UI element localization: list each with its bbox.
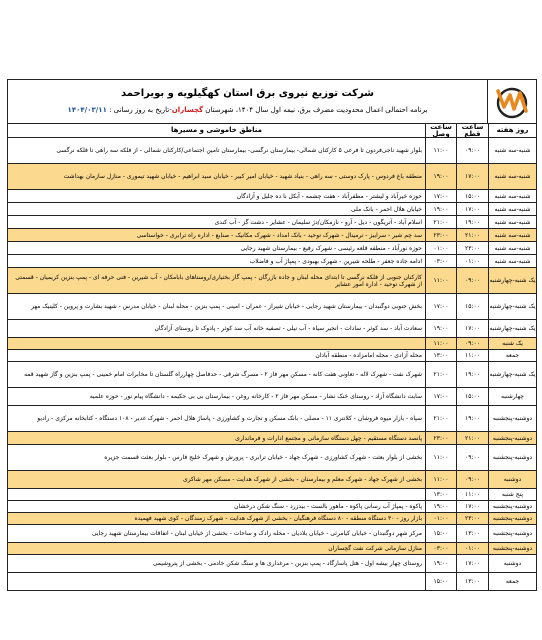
- row-end-time: ۲۳:۰۰: [426, 229, 457, 241]
- table-row: [8, 489, 536, 501]
- row-area: محله آزادی - محله امامزاده - منطقه آبادان: [8, 350, 426, 361]
- row-area: خیابان هلال احمر - بانک ملی: [8, 203, 426, 215]
- row-area: منطقه باغ فردوس - پارک دوستی - سه راهی - بنیاد شهید - خیابان امیر کبیر - خیابان سید ابراهیم - خیابان شهید تیموری - منازل سازمان بهداشت: [8, 164, 426, 189]
- row-area: مرکز شهر دوگنبدان - خیابان کیامرثی - خیابان بلادیان - محله رادک و ساحات - بخشی از خیابان لبنان - اتفاقات بیمارستان شهید رجایی: [8, 525, 426, 542]
- row-day: شنبه-سه شنبه: [488, 203, 536, 215]
- row-start-time: ۰۹:۰۰: [465, 454, 480, 461]
- row-start-time: ۲۳:۰۰: [465, 515, 480, 522]
- row-end-time: ۱۹:۰۰: [426, 555, 457, 572]
- row-area: اسلام آباد - آتریگون - دیل - آرو - نازمکان/دژ سلیمان - عشایر - دشت گز - آب کندی: [8, 216, 426, 228]
- column-header-row: [8, 124, 536, 138]
- row-start-time: ۱۷:۰۰: [465, 325, 480, 332]
- row-area: سایت دانشگاه آزاد - روستای خنک نشار - مسکن مهر فاز ۲ - کارخانه روغن - بیمارستان بی بی حکیمه - دانشگاه پیام نور - حوزه علمیه: [8, 388, 426, 405]
- row-end-time: ۱۹:۰۰: [426, 203, 457, 215]
- row-start-time: ۱۷:۰۰: [465, 503, 480, 510]
- row-area: بلوار شهید ناجی‌فردون تا فرعی ۵ کارکنان شمالی- بیمارستان نرگسی- بیمارستان تامین اجتماعی/کارکنان شمالی - از فلکه سه راهی تا فلکه نرگسی: [8, 138, 426, 163]
- row-day: دوشنبه-پنجشنبه: [488, 525, 536, 542]
- row-area: حوزه خیرآباد و لیشتر - مظفرآباد - هفت چشمه - آبکل نا ده جلیل و آزادگان: [8, 190, 426, 202]
- table-row: [8, 320, 536, 338]
- row-area: بخشی از بلوار بعثت - شهرک کشاورزی - شهرک جهاد - خیابان ترابری - پرورش و شهرک خلیج فارس - بلوار بعثت قسمت جزیره: [8, 445, 426, 470]
- table-row: [8, 362, 536, 388]
- subtitle-mid: -تاریخ به روز رسانی :: [106, 106, 172, 114]
- row-end-time: ۰۱:۰۰: [426, 513, 457, 524]
- row-day: یک شنبه: [488, 338, 536, 349]
- row-end-time: ۱۳:۰۰: [426, 489, 457, 500]
- row-start-time: ۰۹:۰۰: [465, 277, 480, 284]
- table-row: [8, 294, 536, 320]
- update-date: ۱۴۰۴/۰۳/۱۱: [67, 106, 107, 114]
- table-header: [8, 80, 536, 124]
- company-logo: [487, 80, 536, 123]
- row-start-time: ۱۷:۰۰: [465, 173, 480, 180]
- table-row: [8, 138, 536, 164]
- table-row: [8, 190, 536, 203]
- row-day: شنبه-سه شنبه: [488, 216, 536, 228]
- table-row: [8, 471, 536, 489]
- table-row: [8, 203, 536, 216]
- document-subtitle: [68, 105, 428, 116]
- row-day: دوشنبه-پنجشنبه: [488, 501, 536, 512]
- row-day: دوشنبه-پنجشنبه: [488, 432, 536, 444]
- row-start-time: ۱۹:۰۰: [465, 371, 480, 378]
- document-title: شرکت توزیع نیروی برق استان کهگیلویه و بویراحمد: [121, 88, 374, 99]
- row-day: پنج شنبه: [488, 489, 536, 500]
- row-area: سد چم شیر - سرابیز - ترمینال - شهرک توحید - بانک امداد - شهرک مکانیک - صنایع - اداره راه ترابری - خواستاسی: [8, 229, 426, 241]
- row-end-time: ۲۳:۰۰: [426, 432, 457, 444]
- row-end-time: ۱۱:۰۰: [426, 138, 457, 163]
- row-area: حوزه نورآباد - منطقه قلعه رئیسی - شهرک رفیع - بیمارستان شهید رجایی: [8, 242, 426, 254]
- row-area: سپاه - بازار میوه فروشان - کلانتری ۱۱ - مصلی - بانک مسکن و تجارت و کشاورزی - پاساژ هلال احمر - شهرک غدیر - ۱۰۸ دستگاه - کتابخانه مرکزی - رادیو: [8, 406, 426, 431]
- row-end-time: ۰۱:۰۰: [426, 242, 457, 254]
- column-header-end: ساعت وصل: [426, 124, 457, 137]
- header-titles: [8, 80, 487, 123]
- row-end-time: ۱۷:۰۰: [426, 294, 457, 319]
- row-day: شنبه-سه شنبه: [488, 190, 536, 202]
- row-area: روستای چهار بیشه اول - هتل پاسارگاد - پمپ بنزین - مرغداری ها و سنگ شکن خادمی - بخشی از پتروشیمی: [8, 555, 426, 572]
- row-end-time: ۱۷:۰۰: [426, 190, 457, 202]
- row-day: شنبه-سه شنبه: [488, 242, 536, 254]
- row-end-time: ۱۳:۰۰: [426, 350, 457, 361]
- row-start-time: ۲۳:۰۰: [465, 244, 480, 252]
- row-day: یک شنبه-چهارشنبه: [488, 294, 536, 319]
- table-row: [8, 350, 536, 362]
- row-end-time: ۲۱:۰۰: [426, 216, 457, 228]
- row-day: دوشنبه-پنجشنبه: [488, 543, 536, 554]
- row-start-time: ۰۱:۰۰: [465, 545, 480, 552]
- row-start-time: ۱۹:۰۰: [465, 415, 480, 422]
- table-row: [8, 501, 536, 513]
- row-area: بخشی از شهرک جهاد - شهرک معلم و بیمارستان - بخشی از شهرک هدایت - مسکن مهر شاکری: [8, 471, 426, 488]
- table-row: [8, 432, 536, 445]
- table-row: [8, 525, 536, 543]
- table-row: [8, 445, 536, 471]
- row-start-time: ۱۳:۰۰: [465, 578, 480, 585]
- row-area: شهرک نفت - شهرک لاله - تعاونی هفت کانه - مسکن مهر فاز ۲ - مسرگ شرقی - حدفاصل چهارراه گلستان تا مخابرات امام خمینی - پمپ بنزین و گاز شهید قمه: [8, 362, 426, 387]
- row-start-time: ۱۹:۰۰: [465, 218, 480, 226]
- row-start-time: ۲۱:۰۰: [465, 434, 480, 442]
- row-day: دوشنبه-پنجشنبه: [488, 513, 536, 524]
- column-header-day: روز هفته: [488, 124, 536, 137]
- row-start-time: ۰۱:۰۰: [465, 257, 480, 265]
- row-area: پانصد دستگاه مستقیم - چهل دستگاه سازمانی و مجتمع ادارات و فرمانداری: [8, 432, 426, 444]
- row-area: بخش جنوبی دوگنبدان - بیمارستان شهید رجایی - خیابان شیراز - عمران - امینی - پمپ بنزین - محله لبنان - خیابان مدرس - شهید بشارت و پروین - کلینیک مهر: [8, 294, 426, 319]
- row-end-time: ۲۱:۰۰: [426, 406, 457, 431]
- row-day: چهارشنبه: [488, 388, 536, 405]
- row-day: جمعه: [488, 350, 536, 361]
- row-day: یک شنبه-چهارشنبه: [488, 320, 536, 337]
- row-area: منازل سازمانی شرکت نفت گچساران: [8, 543, 426, 554]
- row-start-time: ۱۵:۰۰: [465, 303, 480, 310]
- table-row: [8, 406, 536, 432]
- table-row: [8, 255, 536, 268]
- row-end-time: ۱۵:۰۰: [426, 525, 457, 542]
- row-day: یک شنبه-چهارشنبه: [488, 362, 536, 387]
- row-day: یک شنبه-چهارشنبه: [488, 268, 536, 293]
- column-header-area: مناطق خاموشی و مسیرها: [8, 124, 426, 137]
- row-end-time: ۰۳:۰۰: [426, 255, 457, 267]
- column-header-start: ساعت قطع: [461, 122, 484, 138]
- row-end-time: ۰۳:۰۰: [426, 543, 457, 554]
- row-area: [8, 338, 426, 349]
- city-name: گچساران: [171, 106, 204, 114]
- table-row: [8, 242, 536, 255]
- row-end-time: ۲۱:۰۰: [426, 362, 457, 387]
- row-end-time: ۱۵:۰۰: [426, 573, 457, 590]
- table-row: [8, 573, 536, 590]
- table-row: [8, 164, 536, 190]
- table-row: [8, 338, 536, 350]
- row-start-time: ۲۱:۰۰: [465, 231, 480, 239]
- row-end-time: ۱۱:۰۰: [426, 445, 457, 470]
- row-start-time: ۰۹:۰۰: [465, 340, 480, 347]
- row-day: دوشنبه: [488, 471, 536, 488]
- row-area: ادامه جاده جعفر - طلحه شیرین - شهرک بهبودی - پمپاژ آب و فاضلاب: [8, 255, 426, 267]
- row-end-time: ۱۷:۰۰: [426, 388, 457, 405]
- row-end-time: ۱۱:۰۰: [426, 471, 457, 488]
- row-area: کارکنان جنوبی از فلکه نرگسی تا ابتدای محله لبنان و جاده بازرگان - پمپ گاز بختیاری/روستاهای بابامکان - آب شیرین - فنی حرفه ای - پمپ بنزین کریمیان - قسمتی از شهرک توحید - اداره امور عشایر: [8, 268, 426, 293]
- row-day: دوشنبه-پنجشنبه: [488, 406, 536, 431]
- row-area: پاکوه - پمپاژ آب رسانی پاکوه - ماهور بالست - بیدزرد - سنگ شکن درخشان: [8, 501, 426, 512]
- power-company-logo-icon: [492, 85, 532, 119]
- schedule-table: [7, 79, 537, 591]
- row-end-time: ۱۹:۰۰: [426, 164, 457, 189]
- row-start-time: ۱۷:۰۰: [465, 560, 480, 567]
- table-row: [8, 513, 536, 525]
- row-start-time: ۱۵:۰۰: [465, 393, 480, 400]
- row-area: بازار روز - ۳۰ دستگاه منطقه - ۸۰ دستگاه فرهنگیان - بخشی از شهرک هدایت - شهرک زمندگان - کوی شهید فهمیده: [8, 513, 426, 524]
- row-start-time: ۱۱:۰۰: [465, 491, 480, 498]
- row-start-time: ۱۳:۰۰: [465, 530, 480, 537]
- row-end-time: ۱۹:۰۰: [426, 320, 457, 337]
- row-day: دوشنبه-پنجشنبه: [488, 445, 536, 470]
- row-start-time: ۱۱:۰۰: [465, 352, 480, 359]
- row-area: [8, 573, 426, 590]
- row-day: شنبه-سه شنبه: [488, 255, 536, 267]
- table-row: [8, 216, 536, 229]
- table-row: [8, 555, 536, 573]
- row-day: شنبه-سه شنبه: [488, 229, 536, 241]
- table-row: [8, 543, 536, 555]
- row-start-time: ۱۷:۰۰: [465, 205, 480, 213]
- table-row: [8, 268, 536, 294]
- row-area: [8, 489, 426, 500]
- table-body: [8, 138, 536, 590]
- row-end-time: ۱۱:۰۰: [426, 268, 457, 293]
- table-row: [8, 388, 536, 406]
- row-day: جمعه: [488, 573, 536, 590]
- row-day: شنبه-سه شنبه: [488, 138, 536, 163]
- row-start-time: ۱۵:۰۰: [465, 192, 480, 200]
- table-row: [8, 229, 536, 242]
- row-day: دوشنبه: [488, 555, 536, 572]
- row-start-time: ۰۹:۰۰: [465, 476, 480, 483]
- row-end-time: ۱۱:۰۰: [426, 338, 457, 349]
- row-area: سعادت آباد - سد کوثر - سادات - انجیر سیاه - آب نیلی - تصفیه خانه آب سد کوثر - پادوک تا روستای آزادگان: [8, 320, 426, 337]
- row-start-time: ۰۹:۰۰: [465, 147, 480, 154]
- subtitle-prefix: برنامه احتمالی اعمال محدودیت مصرف برق، نیمه اول سال ۱۴۰۴، شهرستان: [203, 106, 428, 114]
- row-day: شنبه-سه شنبه: [488, 164, 536, 189]
- row-end-time: ۱۹:۰۰: [426, 501, 457, 512]
